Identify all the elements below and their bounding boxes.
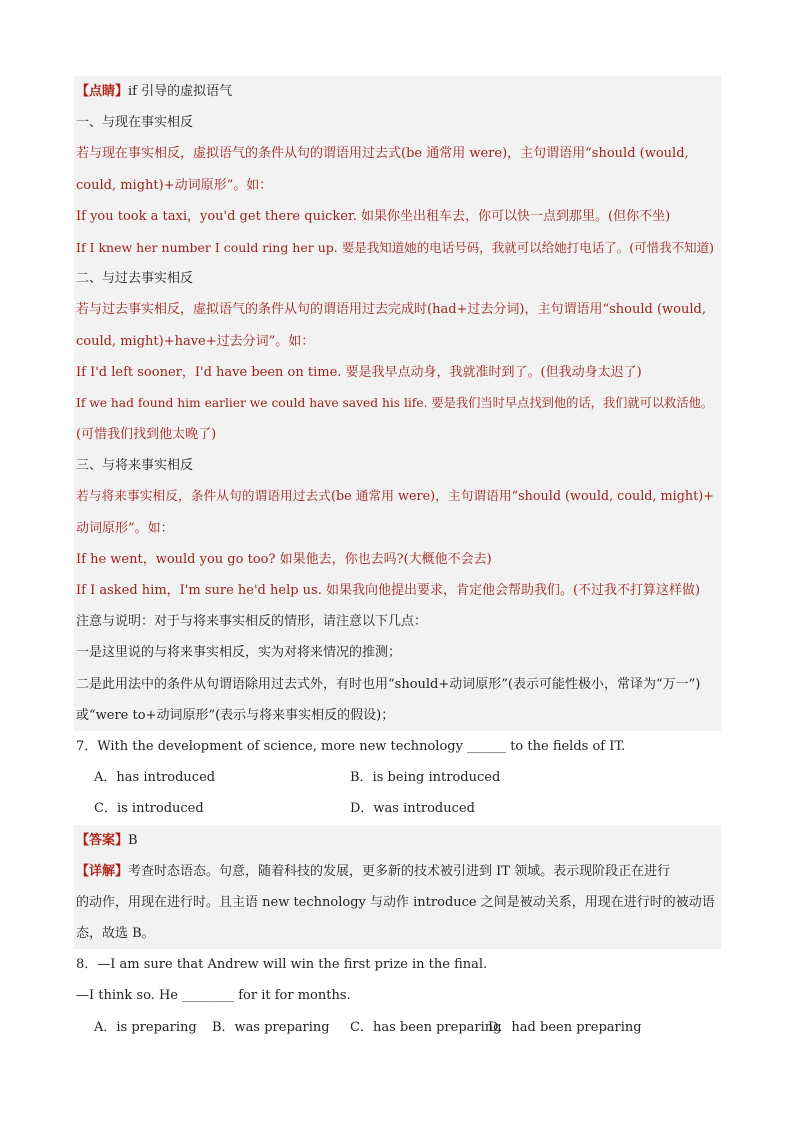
q7-options-row-1 xyxy=(74,762,721,793)
answer-value: B xyxy=(128,832,138,848)
q7-explain-line: 的动作，用现在进行时。且主语 new technology 与动作 introduce 之间是被动关系，用现在进行时的被动语 xyxy=(74,887,721,918)
tip-line: If I knew her number I could ring her up. 要是我知道她的电话号码，我就可以给她打电话了。(可惜我不知道) xyxy=(74,232,721,263)
q7-explain xyxy=(74,856,721,887)
q7-option-b[interactable]: B．is being introduced xyxy=(350,770,501,786)
q8-line-2: —I think so. He ________ for it for months. xyxy=(76,988,351,1004)
q7-answer xyxy=(74,825,721,856)
tip-line: If we had found him earlier we could have saved his life. 要是我们当时早点找到他的话，我们就可以救活他。 xyxy=(74,388,721,419)
tip-line: If he went，would you go too? 如果他去，你也去吗?(大概他不会去) xyxy=(74,544,721,575)
q8-option-a[interactable]: A．is preparing xyxy=(94,1019,197,1035)
tip-line: 二、与过去事实相反 xyxy=(74,263,721,294)
q8-options-row xyxy=(74,1012,721,1043)
tip-line: (可惜我们找到他太晚了) xyxy=(74,419,721,450)
tip-line: 动词原形”。如： xyxy=(74,513,721,544)
tip-tag: 【点睛】 xyxy=(76,84,129,99)
tip-line: 二是此用法中的条件从句谓语除用过去式外，有时也用“should+动词原形”(表示可能性极小，常译为“万一”) xyxy=(74,669,721,700)
tip-heading xyxy=(74,76,721,107)
explain-tag: 【详解】 xyxy=(76,863,129,879)
tip-line: 注意与说明：对于与将来事实相反的情形，请注意以下几点： xyxy=(74,606,721,637)
q7-option-a[interactable]: A．has introduced xyxy=(94,770,216,786)
tip-line: If you took a taxi，you'd get there quicker. 如果你坐出租车去，你可以快一点到那里。(但你不坐) xyxy=(74,201,721,232)
tip-line: could, might)+have+过去分词”。如： xyxy=(74,326,721,357)
tip-line: 若与过去事实相反，虚拟语气的条件从句的谓语用过去完成时(had+过去分词)，主句谓语用“should (would, xyxy=(74,294,721,325)
tip-line: If I asked him，I'm sure he'd help us. 如果我向他提出要求，肯定他会帮助我们。(不过我不打算这样做) xyxy=(74,575,721,606)
tip-line: 或“were to+动词原形”(表示与将来事实相反的假设)； xyxy=(74,700,721,731)
tip-line: 若与现在事实相反，虚拟语气的条件从句的谓语用过去式(be 通常用 were)，主句谓语用“should (would, xyxy=(74,138,721,169)
q7-options-row-2 xyxy=(74,793,721,824)
tip-line: 三、与将来事实相反 xyxy=(74,450,721,481)
explain-text: 考查时态语态。句意，随着科技的发展，更多新的技术被引进到 IT 领域。表示现阶段正在进行 xyxy=(128,863,671,879)
q8-option-d[interactable]: D．had been preparing xyxy=(488,1019,642,1035)
q8-option-b[interactable]: B．was preparing xyxy=(212,1019,330,1035)
answer-tag: 【答案】 xyxy=(76,832,129,848)
tip-line: If I'd left sooner，I'd have been on time. 要是我早点动身，我就准时到了。(但我动身太迟了) xyxy=(74,357,721,388)
tip-title: if 引导的虚拟语气 xyxy=(128,84,233,99)
q7-stem: 7．With the development of science, more new technology ______ to the fields of IT. xyxy=(76,738,626,754)
q7-option-d[interactable]: D．was introduced xyxy=(350,801,475,817)
q8-option-c[interactable]: C．has been preparing xyxy=(350,1019,502,1035)
q7-option-c[interactable]: C．is introduced xyxy=(94,801,204,817)
tip-line: 一是这里说的与将来事实相反，实为对将来情况的推测； xyxy=(74,637,721,668)
tip-line: could, might)+动词原形”。如： xyxy=(74,170,721,201)
page-content xyxy=(74,76,721,1043)
q8-line-1: 8．—I am sure that Andrew will win the first prize in the final. xyxy=(76,957,488,973)
q7-explain-line: 态，故选 B。 xyxy=(74,918,721,949)
tip-line: 若与将来事实相反，条件从句的谓语用过去式(be 通常用 were)，主句谓语用“should (would, could, might)+ xyxy=(74,481,721,512)
tip-line: 一、与现在事实相反 xyxy=(74,107,721,138)
